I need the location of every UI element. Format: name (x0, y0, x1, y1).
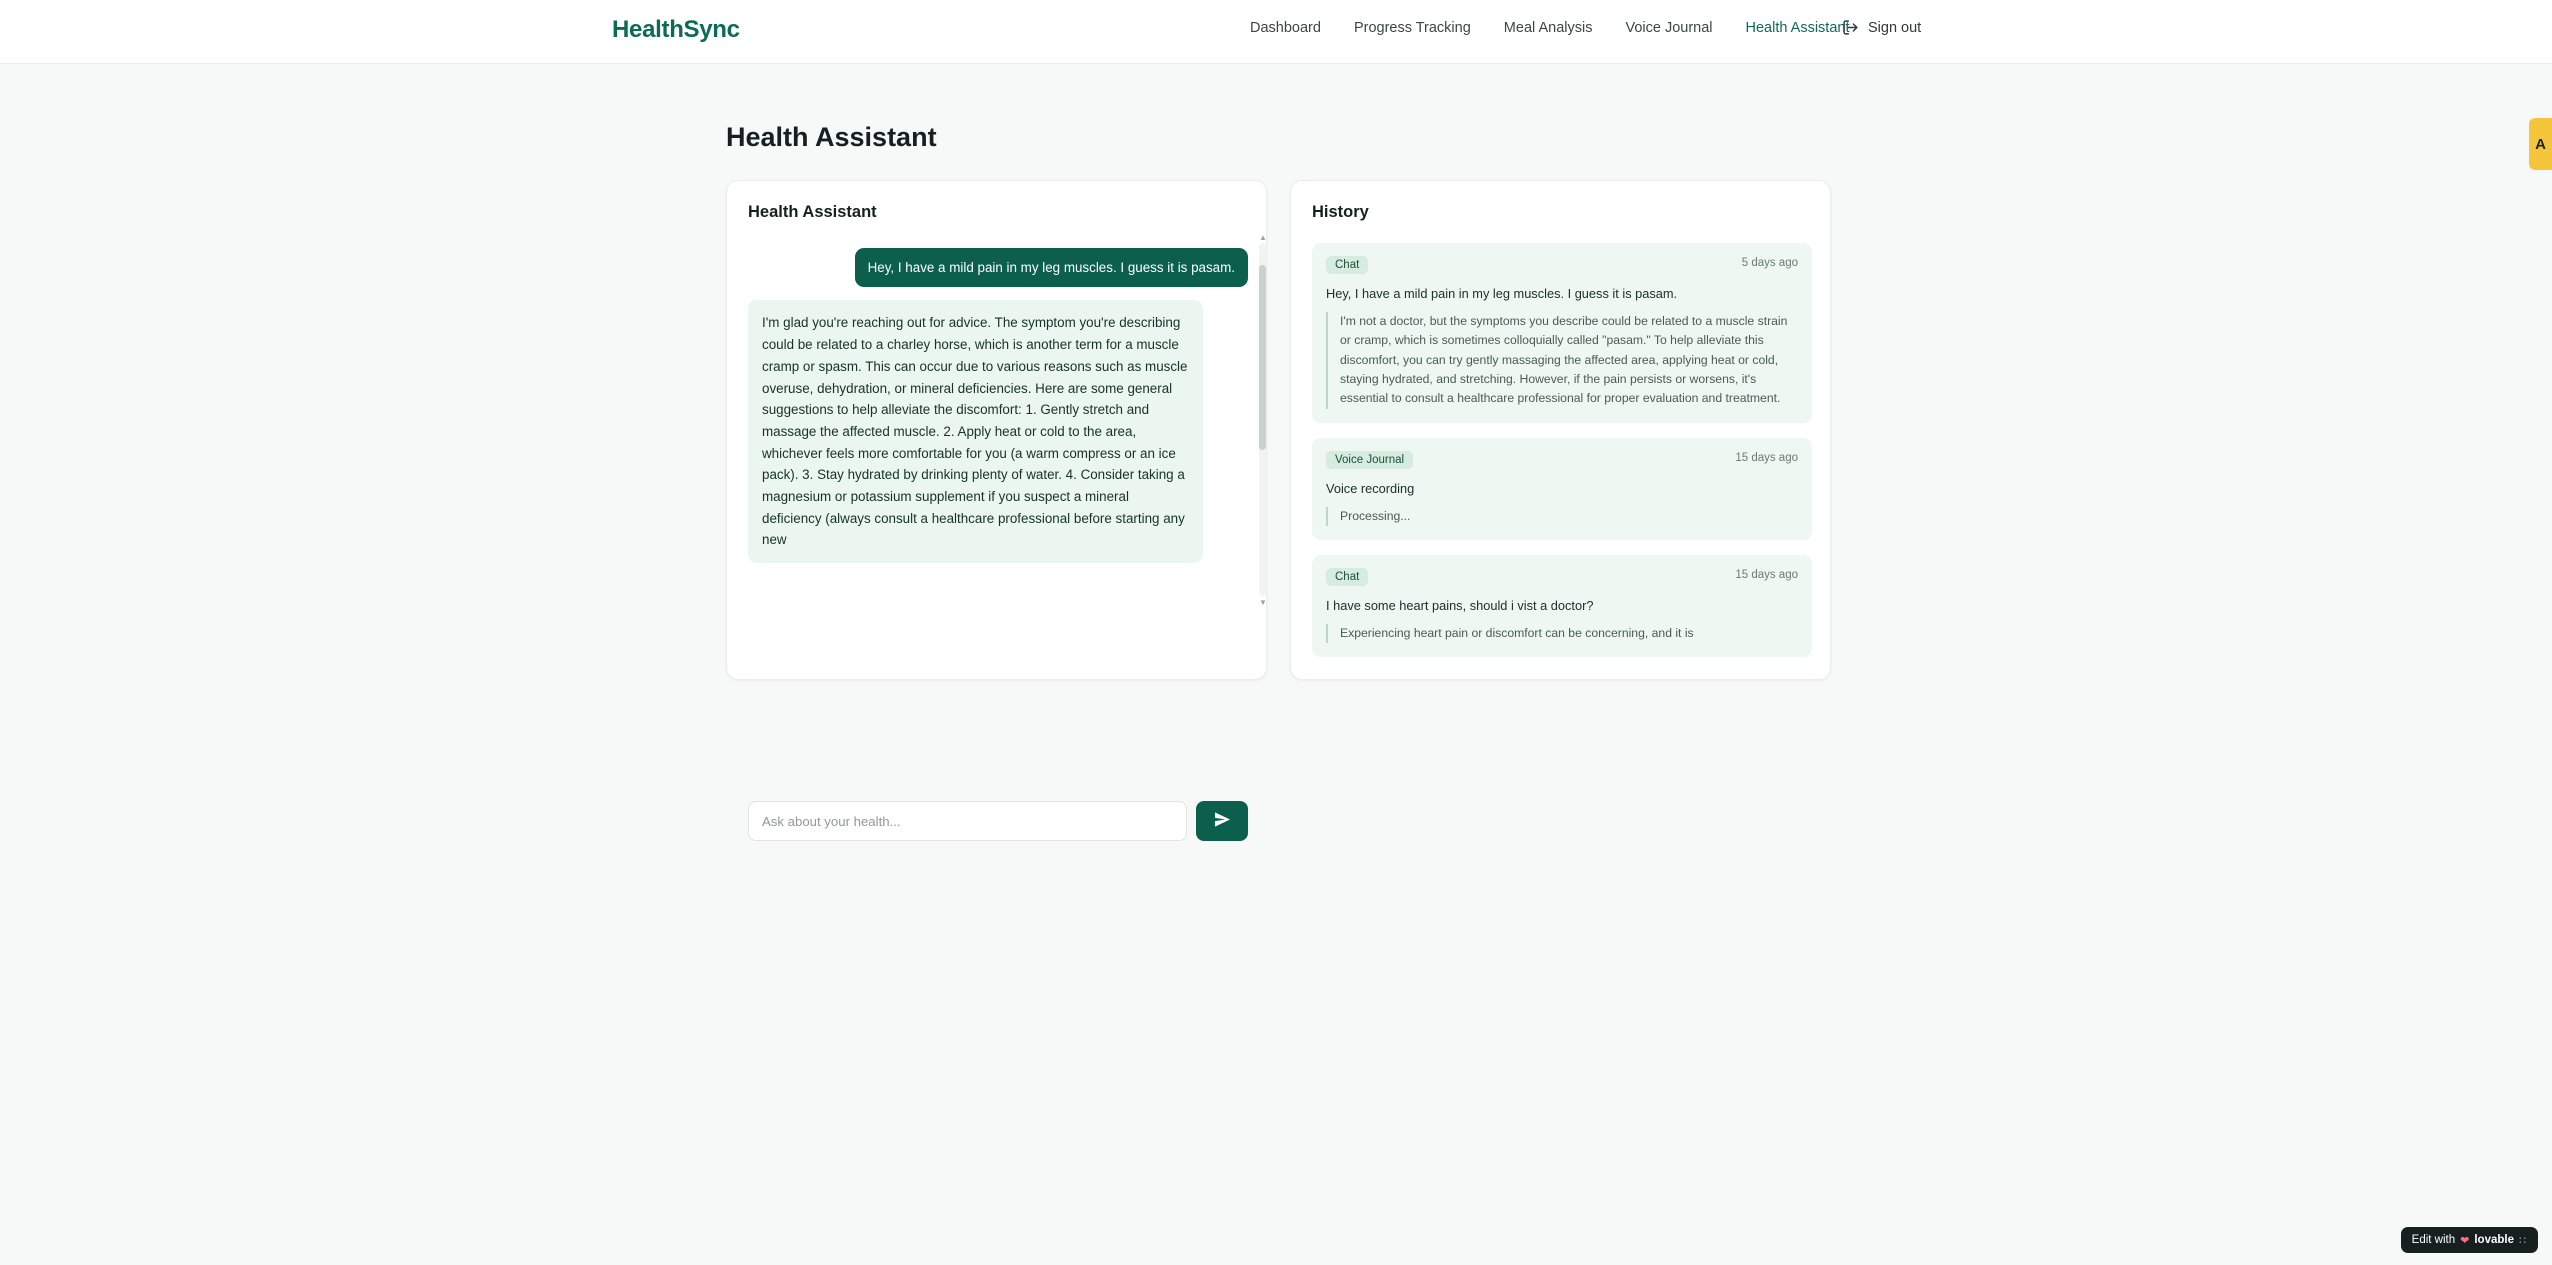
chat-input[interactable] (748, 801, 1187, 841)
history-item-reply: Experiencing heart pain or discomfort can be concerning, and it is (1326, 624, 1798, 643)
history-card-title: History (1312, 203, 1369, 221)
history-timestamp: 5 days ago (1741, 257, 1798, 269)
health-assistant-card (726, 180, 1267, 680)
nav-link-meal-analysis[interactable]: Meal Analysis (1503, 20, 1593, 36)
history-item-text: Hey, I have a mild pain in my leg muscles. I guess it is pasam. (1326, 286, 1678, 301)
history-badge: Chat (1326, 256, 1368, 274)
sign-out-label: Sign out (1868, 19, 1922, 36)
history-list-item[interactable] (1312, 438, 1812, 540)
history-item-text: Voice recording (1326, 480, 1415, 496)
sign-out-icon (1842, 19, 1859, 36)
history-badge: Voice Journal (1326, 451, 1413, 469)
history-list (1312, 243, 1812, 661)
history-badge: Chat (1326, 568, 1368, 586)
history-list-item[interactable] (1312, 243, 1812, 423)
assistant-card-title: Health Assistant (748, 203, 877, 221)
history-item-reply: Processing... (1326, 507, 1798, 526)
chat-scrollbar-thumb[interactable] (1259, 265, 1266, 450)
chat-message-user (748, 243, 1248, 287)
scroll-up-arrow[interactable]: ▲ (1259, 233, 1267, 242)
history-list-item[interactable] (1312, 555, 1812, 657)
chat-bubble-assistant: I'm glad you're reaching out for advice. The symptom you're describing could be related to a charley horse, which is another term for a muscle cramp or spasm. This can occur due to various reasons such as muscle overuse, dehydration, or mineral deficiencies. Here are some general suggestions to help alleviate the discomfort: 1. Gently stretch and massage the affected muscle. 2. Apply heat or cold to the area, whichever feels more comfortable for you (a warm compress or an ice pack). 3. Stay hydrated by drinking plenty of water. 4. Consider taking a magnesium or potassium supplement if you suspect a mineral deficiency (always consult a healthcare professional before starting any new (748, 300, 1203, 563)
send-icon (1213, 810, 1232, 832)
chat-composer (748, 801, 1248, 841)
nav-link-dashboard[interactable]: Dashboard (1250, 20, 1321, 36)
nav-link-voice-journal[interactable]: Voice Journal (1625, 20, 1713, 36)
edit-with-label: Edit with (2411, 1234, 2456, 1246)
send-message-button[interactable] (1196, 801, 1248, 841)
chat-bubble-user: Hey, I have a mild pain in my leg muscles. I guess it is pasam. (855, 248, 1248, 287)
accessibility-icon: A (2535, 135, 2546, 153)
page-title: Health Assistant (726, 122, 937, 152)
edit-with-lovable-badge[interactable] (2401, 1227, 2538, 1253)
sign-out-button[interactable] (1842, 19, 1921, 36)
accessibility-edge-button[interactable] (2529, 118, 2552, 170)
nav-link-health-assistant[interactable]: Health Assistant (1745, 20, 1850, 36)
heart-icon: ❤ (2460, 1234, 2470, 1247)
history-timestamp: 15 days ago (1735, 451, 1798, 464)
chat-message-assistant (748, 300, 1248, 563)
scroll-down-arrow[interactable]: ▼ (1259, 598, 1267, 607)
nav-links (1250, 20, 1850, 36)
history-item-reply: I'm not a doctor, but the symptoms you describe could be related to a muscle strain or cramp, which is sometimes colloquially called "pasam." To help alleviate this discomfort, you can try gently massaging the affected area, applying heat or cold, staying hydrated, and stretching. However, if the pain persists or worsens, it's essential to consult a healthcare professional for proper evaluation and treatment. (1326, 312, 1798, 408)
history-timestamp: 15 days ago (1735, 568, 1798, 581)
history-card (1290, 180, 1831, 680)
nav-link-progress-tracking[interactable]: Progress Tracking (1353, 20, 1471, 36)
chat-message-list (748, 243, 1248, 596)
top-navbar (0, 0, 2552, 64)
brand-logo[interactable]: HealthSync (612, 16, 740, 43)
history-item-text: I have some heart pains, should i vist a doctor? (1326, 597, 1594, 613)
chat-scrollbar[interactable] (1259, 233, 1267, 607)
more-options-icon[interactable]: ∷ (2519, 1234, 2527, 1247)
lovable-label: lovable (2474, 1234, 2514, 1246)
